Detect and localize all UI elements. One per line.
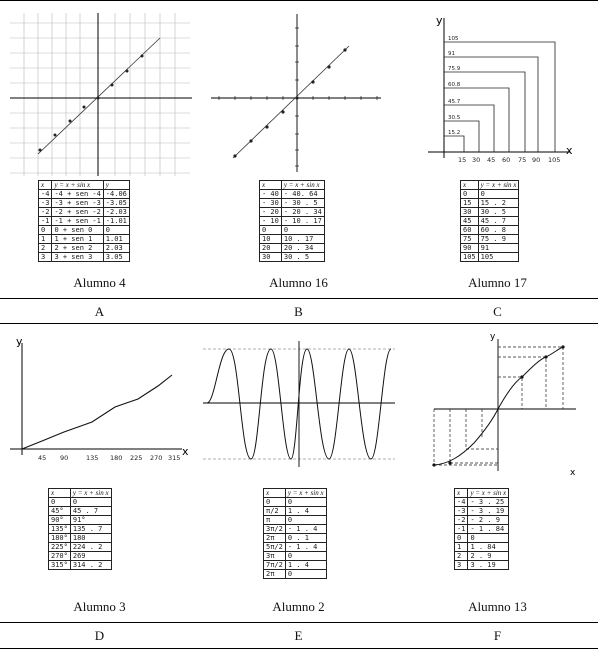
table-row: - 10 - 10 . 17 (260, 217, 325, 226)
x-tick: 135 (86, 454, 99, 462)
table-header: x (455, 489, 468, 498)
table-row: -3 - 3 . 19 (455, 507, 509, 516)
table-row: 0 0 (49, 498, 112, 507)
x-tick: 75 (518, 156, 527, 164)
table-header: y = x + sin x (70, 489, 111, 498)
student-caption: Alumno 3 (73, 599, 126, 614)
x-tick: 60 (502, 156, 511, 164)
table-row: 3 3 . 19 (455, 561, 509, 570)
table-row: 135° 135 . 7 (49, 525, 112, 534)
table-row: -1 - 1 . 84 (455, 525, 509, 534)
table-row: 2π 0 . 1 (264, 534, 327, 543)
panel-letter: C (493, 304, 502, 319)
table-row: 2 2 + sen 2 2.03 (39, 244, 130, 253)
student-caption: Alumno 2 (272, 599, 325, 614)
table-row: -4 - 3 . 25 (455, 498, 509, 507)
table-row: 225° 224 . 2 (49, 543, 112, 552)
x-axis-label: x (570, 468, 576, 478)
rule-bottom (0, 648, 598, 649)
table-row: 1 1 . 84 (455, 543, 509, 552)
table-row: 90 91 (461, 244, 519, 253)
table-header: x (260, 181, 282, 190)
table-row: -1 -1 + sen -1 -1.01 (39, 217, 130, 226)
table-row: 45 45 . 7 (461, 217, 519, 226)
table-row: 5π/2 - 1 . 4 (264, 543, 327, 552)
table-header: x (461, 181, 479, 190)
table-row: 180° 180 (49, 534, 112, 543)
rule-row1-caption (0, 298, 598, 299)
table-row: - 30 - 30 . 5 (260, 199, 325, 208)
table-row: -3 -3 + sen -3 -3.05 (39, 199, 130, 208)
panel-b-graph (199, 10, 398, 175)
panel-d-table (48, 488, 112, 570)
x-tick: 45 (487, 156, 496, 164)
panel-letter: B (294, 304, 303, 319)
table-row: 75 75 . 9 (461, 235, 519, 244)
panel-e-table (263, 488, 327, 579)
rule-middle (0, 323, 598, 324)
table-row: 3π 0 (264, 552, 327, 561)
y-tick: 91 (448, 51, 455, 57)
y-tick: 105 (448, 36, 459, 42)
y-tick: 30.5 (448, 115, 461, 121)
panel-letter: A (94, 304, 105, 319)
x-axis-label: x (182, 445, 189, 458)
table-header: x (49, 489, 71, 498)
table-row: -4 -4 + sen -4 -4.06 (39, 190, 130, 199)
panel-f-graph (398, 331, 597, 479)
table-row: 315° 314 . 2 (49, 561, 112, 570)
table-row: 60 60 . 8 (461, 226, 519, 235)
panel-a-table (38, 180, 130, 262)
table-row: 7π/2 1 . 4 (264, 561, 327, 570)
x-tick: 90 (532, 156, 541, 164)
table-row: π 0 (264, 516, 327, 525)
panel-f-table (454, 488, 509, 570)
table-row: 2 2 . 9 (455, 552, 509, 561)
x-tick: 90 (60, 454, 69, 462)
table-row: 3 3 + sen 3 3.05 (39, 253, 130, 262)
table-header: x (39, 181, 52, 190)
table-row: 30 30 . 5 (461, 208, 519, 217)
table-row: - 20 - 20 . 34 (260, 208, 325, 217)
table-header: x (264, 489, 286, 498)
panel-letter: D (94, 628, 105, 643)
y-axis-label: y (16, 335, 23, 348)
student-caption: Alumno 13 (468, 599, 527, 614)
table-header: y = x + sin x (281, 181, 324, 190)
x-tick: 45 (38, 454, 47, 462)
panel-d-graph (0, 333, 199, 473)
table-row: 0 0 (264, 498, 327, 507)
student-caption: Alumno 16 (269, 275, 328, 290)
table-row: 0 0 (461, 190, 519, 199)
table-row: - 40 - 40. 64 (260, 190, 325, 199)
y-tick: 45.7 (448, 99, 461, 105)
x-axis-label: x (566, 144, 573, 157)
table-header: y = x + sin x (468, 489, 509, 498)
y-axis-label: y (490, 332, 496, 342)
table-row: 90° 91° (49, 516, 112, 525)
table-row: 0 0 (260, 226, 325, 235)
table-row: 10 10 . 17 (260, 235, 325, 244)
table-row: 270° 269 (49, 552, 112, 561)
table-row: -2 - 2 . 9 (455, 516, 509, 525)
x-tick: 180 (110, 454, 123, 462)
table-header: y (103, 181, 129, 190)
x-tick: 105 (548, 156, 561, 164)
panel-c-graph (398, 10, 597, 175)
x-tick: 225 (130, 454, 143, 462)
rule-row2-caption (0, 622, 598, 623)
y-tick: 75.9 (448, 66, 461, 72)
table-row: 1 1 + sen 1 1.01 (39, 235, 130, 244)
table-header: y = x + sin x (478, 181, 519, 190)
rule-top (0, 0, 598, 1)
panel-c-table (460, 180, 519, 262)
y-tick: 15.2 (448, 130, 461, 136)
table-row: 15 15 . 2 (461, 199, 519, 208)
student-caption: Alumno 17 (468, 275, 527, 290)
panel-a-graph (0, 8, 199, 178)
x-tick: 30 (472, 156, 481, 164)
table-row: 105 105 (461, 253, 519, 262)
x-tick: 315 (168, 454, 181, 462)
table-row: 20 20 . 34 (260, 244, 325, 253)
table-row: 0 0 (455, 534, 509, 543)
panel-letter: E (294, 628, 303, 643)
table-header: y = x + sin x (52, 181, 103, 190)
table-row: π/2 1 . 4 (264, 507, 327, 516)
table-row: 3π/2 - 1 . 4 (264, 525, 327, 534)
panel-e-graph (199, 335, 398, 475)
table-row: 30 30 . 5 (260, 253, 325, 262)
y-axis-label: y (436, 14, 443, 27)
table-header: y = x + sin x (285, 489, 326, 498)
table-row: -2 -2 + sen -2 -2.03 (39, 208, 130, 217)
panel-letter: F (493, 628, 502, 643)
table-row: 2π 0 (264, 570, 327, 579)
x-tick: 15 (458, 156, 467, 164)
panel-b-table (259, 180, 325, 262)
y-tick: 60.8 (448, 82, 461, 88)
table-row: 0 0 + sen 0 0 (39, 226, 130, 235)
student-caption: Alumno 4 (73, 275, 126, 290)
table-row: 45° 45 . 7 (49, 507, 112, 516)
x-tick: 270 (150, 454, 163, 462)
